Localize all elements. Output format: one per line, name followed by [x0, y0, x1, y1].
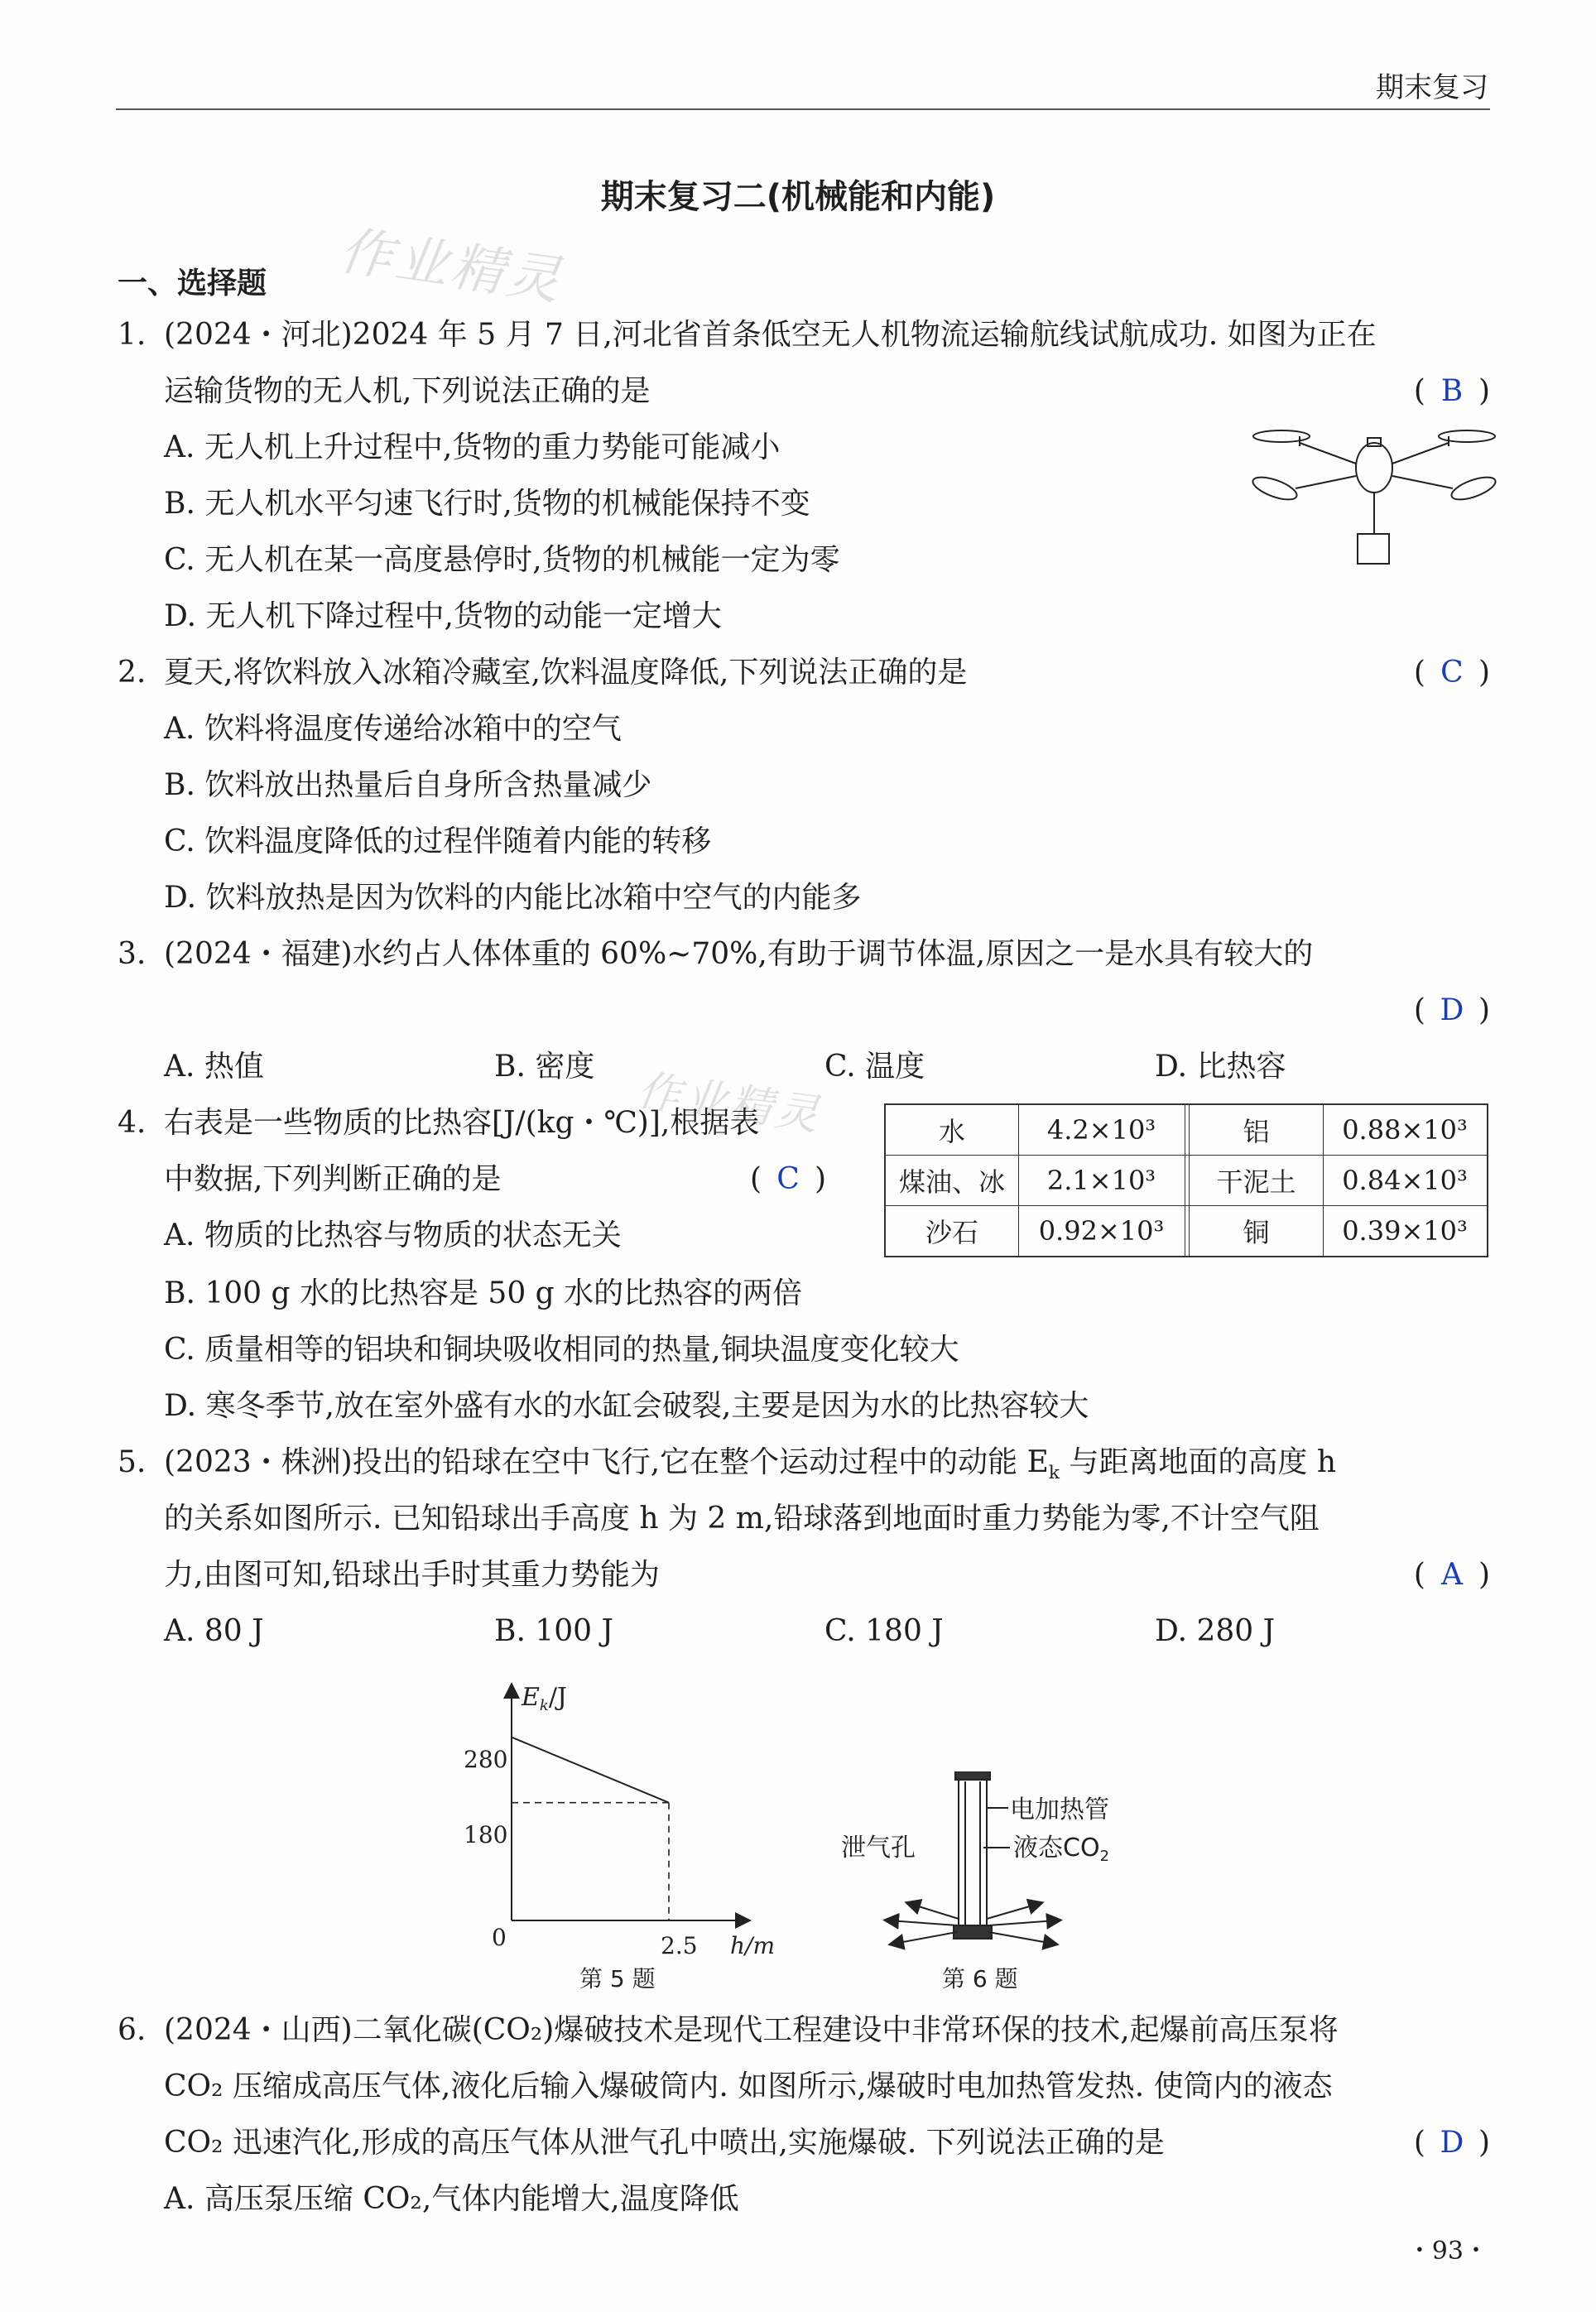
- q4-stem-line1: 右表是一些物质的比热容[J/(kg・℃)],根据表: [164, 1106, 760, 1140]
- q5-stem-line1: [164, 1444, 1336, 1492]
- q4-number: 4.: [118, 1106, 147, 1140]
- q4-option-d: D. 寒冬季节,放在室外盛有水的水缸会破裂,主要是因为水的比热容较大: [164, 1389, 1089, 1423]
- table-cell: 0.92×10³: [1038, 1215, 1165, 1247]
- q6-number: 6.: [118, 2013, 147, 2047]
- q3-option-b: B. 密度: [494, 1050, 595, 1084]
- page-title: 期末复习二(机械能和内能): [600, 178, 996, 216]
- q4-option-b: B. 100 g 水的比热容是 50 g 水的比热容的两倍: [164, 1276, 803, 1310]
- table-cell: 水: [938, 1116, 965, 1147]
- section-heading: 一、选择题: [118, 267, 267, 300]
- q5-option-d: D. 280 J: [1155, 1614, 1276, 1648]
- q1-stem-line2: 运输货物的无人机,下列说法正确的是: [164, 374, 651, 408]
- q5-answer: A: [1440, 1558, 1463, 1592]
- fig6-diagram: [836, 1771, 1184, 1995]
- fig5-tick-280: 280: [464, 1746, 508, 1773]
- q5-stem-line1-text: (2023・株洲)投出的铅球在空中飞行,它在整个运动过程中的动能 E: [164, 1445, 1049, 1479]
- q1-option-c: C. 无人机在某一高度悬停时,货物的机械能一定为零: [164, 543, 840, 577]
- header-rule: [116, 108, 1490, 110]
- q4-answer-bracket: ( C ): [750, 1161, 826, 1199]
- table-cell: 4.2×10³: [1046, 1114, 1156, 1146]
- watermark-2: 作业精灵: [634, 1065, 825, 1142]
- table-cell: 沙石: [925, 1217, 978, 1248]
- q5-stem-line1-sub: k: [1048, 1463, 1060, 1484]
- q1-stem-line1: (2024・河北)2024 年 5 月 7 日,河北省首条低空无人机物流运输航线试航成功. 如图为正在: [164, 318, 1377, 352]
- fig6-caption: 第 6 题: [942, 1965, 1018, 1992]
- page-number: ・93・: [1406, 2237, 1488, 2266]
- q1-option-b: B. 无人机水平匀速飞行时,货物的机械能保持不变: [164, 487, 810, 521]
- fig6-label-co2: 液态$CO_2$: [1013, 1834, 1110, 1865]
- fig5-chart: [447, 1672, 811, 1995]
- table-cell: 干泥土: [1216, 1166, 1296, 1198]
- q5-stem-line1-tail: 与距离地面的高度 h: [1059, 1445, 1337, 1479]
- drone-figure: [1250, 418, 1498, 584]
- q2-option-d: D. 饮料放热是因为饮料的内能比冰箱中空气的内能多: [164, 881, 862, 915]
- fig5-origin: 0: [492, 1924, 507, 1951]
- q1-option-d: D. 无人机下降过程中,货物的动能一定增大: [164, 599, 722, 633]
- q6-stem-line3: CO₂ 迅速汽化,形成的高压气体从泄气孔中喷出,实施爆破. 下列说法正确的是: [164, 2126, 1165, 2160]
- watermark: 作业精灵: [335, 220, 567, 313]
- q6-answer: D: [1440, 2126, 1464, 2160]
- q5-stem-line3: 力,由图可知,铅球出手时其重力势能为: [164, 1558, 660, 1592]
- q2-option-a: A. 饮料将温度传递给冰箱中的空气: [164, 712, 622, 746]
- q3-answer: D: [1440, 993, 1464, 1027]
- q6-option-a: A. 高压泵压缩 CO₂,气体内能增大,温度降低: [164, 2182, 739, 2216]
- fig5-tick-180: 180: [464, 1821, 508, 1848]
- q5-stem-line2: 的关系如图所示. 已知铅球出手高度 h 为 2 m,铅球落到地面时重力势能为零,不计空气阻: [164, 1502, 1320, 1536]
- q6-stem-line2: CO₂ 压缩成高压气体,液化后输入爆破筒内. 如图所示,爆破时电加热管发热. 使筒内的液态: [164, 2069, 1333, 2103]
- q2-stem: 夏天,将饮料放入冰箱冷藏室,饮料温度降低,下列说法正确的是: [164, 656, 968, 690]
- table-cell: 铝: [1243, 1116, 1270, 1147]
- q5-option-c: C. 180 J: [824, 1614, 944, 1648]
- fig6-tube: [959, 1778, 987, 1932]
- q3-option-d: D. 比热容: [1155, 1050, 1286, 1084]
- q2-option-c: C. 饮料温度降低的过程伴随着内能的转移: [164, 824, 712, 858]
- q2-option-b: B. 饮料放出热量后自身所含热量减少: [164, 768, 652, 802]
- q1-answer-bracket: ( B ): [1414, 373, 1490, 411]
- q4-option-c: C. 质量相等的铝块和铜块吸收相同的热量,铜块温度变化较大: [164, 1333, 959, 1367]
- q2-answer: C: [1440, 656, 1464, 690]
- table-cell: 煤油、冰: [898, 1166, 1005, 1198]
- q5-option-a: A. 80 J: [164, 1614, 264, 1648]
- fig6-cap-bottom: [954, 1925, 992, 1939]
- q4-option-a: A. 物质的比热容与物质的状态无关: [164, 1218, 622, 1252]
- q3-option-a: A. 热值: [164, 1050, 264, 1084]
- q5-option-b: B. 100 J: [494, 1614, 613, 1648]
- fig6-label-vent: 泄气孔: [841, 1834, 916, 1863]
- q5-number: 5.: [118, 1445, 147, 1479]
- q4-answer: C: [776, 1162, 800, 1196]
- fig5-tick-2.5: 2.5: [661, 1932, 698, 1959]
- fig6-cap-top: [955, 1771, 990, 1780]
- q1-option-a: A. 无人机上升过程中,货物的重力势能可能减小: [164, 430, 781, 464]
- q1-answer: B: [1440, 374, 1464, 408]
- table-cell: 铜: [1243, 1217, 1270, 1248]
- table-cell: 0.39×10³: [1342, 1215, 1468, 1247]
- q4-stem-line2: 中数据,下列判断正确的是: [164, 1162, 502, 1196]
- table-cell: 2.1×10³: [1046, 1165, 1156, 1196]
- fig5-caption: 第 5 题: [579, 1965, 656, 1992]
- q6-answer-bracket: ( D ): [1414, 2124, 1490, 2162]
- q2-number: 2.: [118, 656, 147, 690]
- q3-stem: (2024・福建)水约占人体体重的 60%~70%,有助于调节体温,原因之一是水具有较大的: [164, 937, 1314, 971]
- q1-number: 1.: [118, 318, 147, 352]
- table-cell: 0.88×10³: [1342, 1114, 1468, 1146]
- q3-option-c: C. 温度: [824, 1050, 925, 1084]
- q5-answer-bracket: ( A ): [1414, 1556, 1490, 1594]
- q3-number: 3.: [118, 937, 147, 971]
- fig5-xlabel: h/m: [730, 1932, 776, 1959]
- table-cell: 0.84×10³: [1342, 1165, 1468, 1196]
- header-section-label: 期末复习: [1376, 71, 1488, 104]
- fig5-ylabel: $E_k/J$: [522, 1683, 567, 1714]
- fig6-label-heater: 电加热管: [1010, 1795, 1109, 1824]
- q6-stem-line1: (2024・山西)二氧化碳(CO₂)爆破技术是现代工程建设中非常环保的技术,起爆前高压泵将: [164, 2013, 1339, 2047]
- fig5-data-line: [512, 1738, 669, 1803]
- q2-answer-bracket: ( C ): [1414, 654, 1490, 692]
- q3-answer-bracket: ( D ): [1414, 992, 1490, 1030]
- specific-heat-table: [884, 1103, 1488, 1257]
